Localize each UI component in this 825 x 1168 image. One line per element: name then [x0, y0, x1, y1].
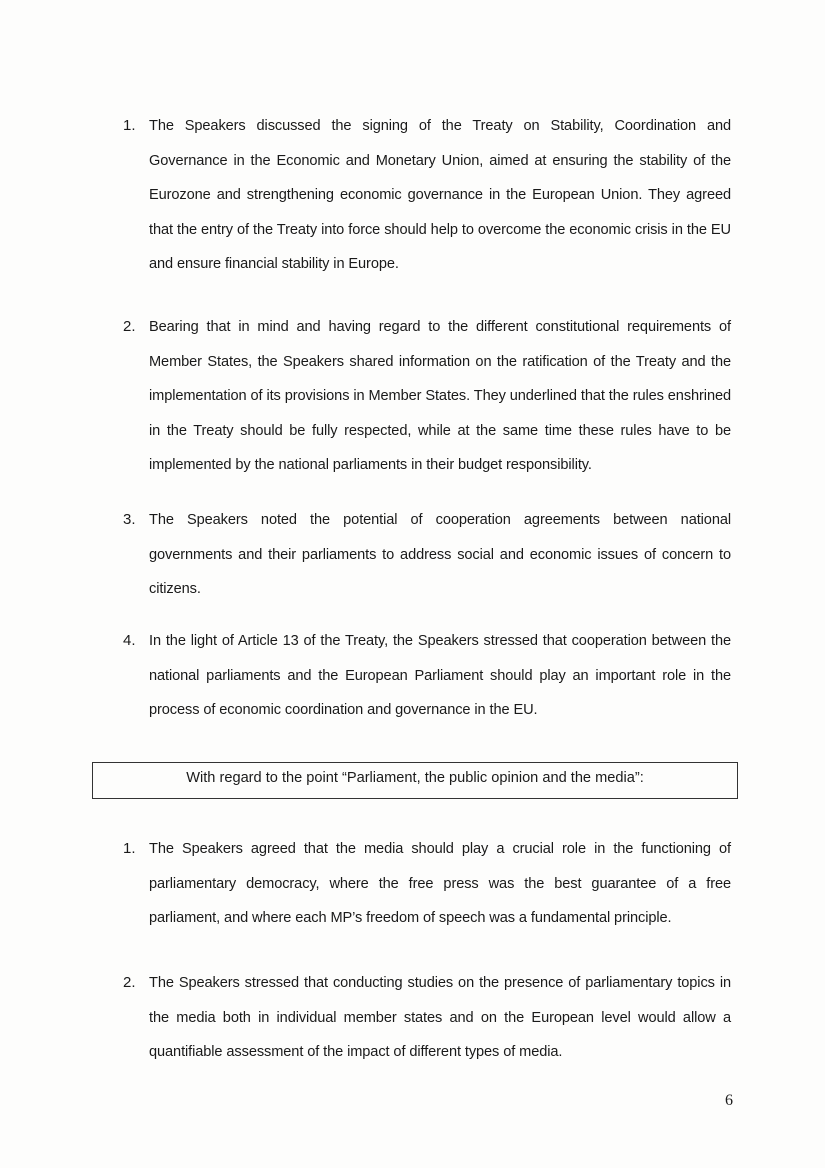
list-item-number: 1.: [123, 840, 136, 857]
list-item-number: 4.: [123, 632, 136, 649]
list-item-number: 1.: [123, 117, 136, 134]
list-item-text: The Speakers noted the potential of cooperation agreements between national governments and their parliaments to address social and economic issues of concern to citizens.: [149, 512, 731, 597]
section-heading-box: [92, 762, 738, 799]
list-item-number: 2.: [123, 318, 136, 335]
section-heading: With regard to the point “Parliament, the public opinion and the media”:: [186, 770, 644, 786]
list-item-text: The Speakers agreed that the media should play a crucial role in the functioning of parliamentary democracy, where the free press was the best guarantee of a free parliament, and where each MP’s freedom of speech was a fundamental principle.: [149, 841, 731, 926]
list-item-number: 3.: [123, 511, 136, 528]
page-number: 6: [725, 1092, 733, 1109]
list-item-text: In the light of Article 13 of the Treaty, the Speakers stressed that cooperation between the national parliaments and the European Parliament should play an important role in the process of economic coordination and governance in the EU.: [149, 633, 731, 718]
list-item-text: The Speakers discussed the signing of the Treaty on Stability, Coordination and Governance in the Economic and Monetary Union, aimed at ensuring the stability of the Eurozone and strengthening economic governance in the European Union. They agreed that the entry of the Treaty into force should help to overcome the economic crisis in the EU and ensure financial stability in Europe.: [149, 118, 731, 272]
list-item-text: Bearing that in mind and having regard to the different constitutional requirements of Member States, the Speakers shared information on the ratification of the Treaty and the implementation of its provisions in Member States. They underlined that the rules enshrined in the Treaty should be fully respected, while at the same time these rules have to be implemented by the national parliaments in their budget responsibility.: [149, 319, 731, 473]
list-item-text: The Speakers stressed that conducting studies on the presence of parliamentary topics in the media both in individual member states and on the European level would allow a quantifiable assessment of the impact of different types of media.: [149, 975, 731, 1060]
list-item-number: 2.: [123, 974, 136, 991]
